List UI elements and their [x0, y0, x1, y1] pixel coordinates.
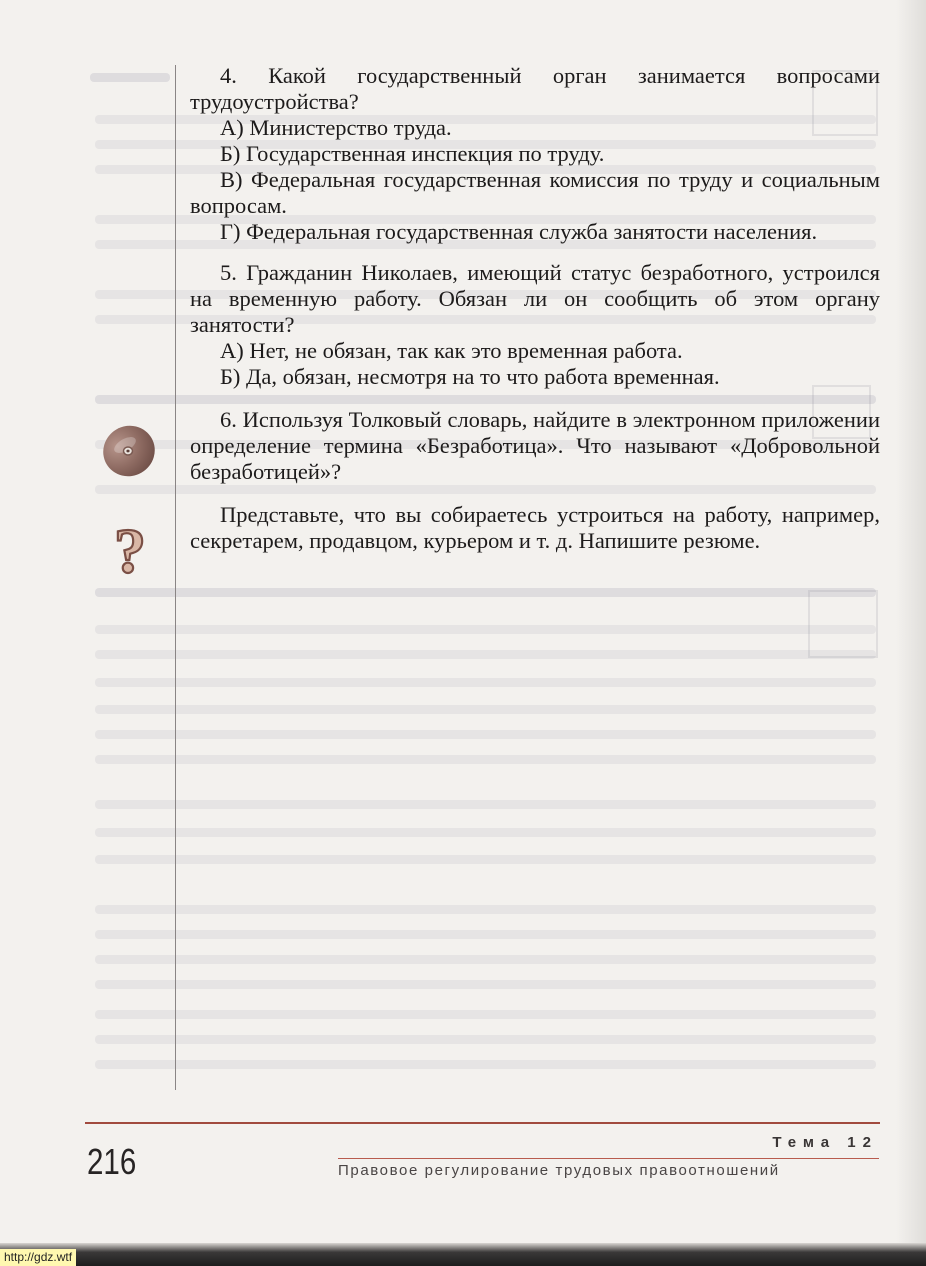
bleed-through	[95, 1010, 876, 1019]
question-4-option-d: Г) Федеральная государственная служба занятости населения.	[220, 219, 818, 244]
bleed-through	[95, 1060, 876, 1069]
bleed-through	[95, 955, 876, 964]
page-number: 216	[87, 1141, 137, 1182]
bleed-through	[95, 855, 876, 864]
bleed-through	[95, 1035, 876, 1044]
bleed-through	[95, 980, 876, 989]
question-5: 5. Гражданин Николаев, имеющий статус безработного, устроился на временную работу. Обязан ли он сообщить об этом органу занятости?	[190, 260, 880, 337]
question-6: 6. Используя Толковый словарь, найдите в электронном приложении определение термина «Безработица». Что называют «Добровольной безработицей»?	[190, 407, 880, 484]
question-4-option-c: В) Федеральная государственная комиссия по труду и социальным вопросам.	[190, 167, 880, 218]
bleed-through-frame	[808, 590, 878, 658]
question-4-option-a: А) Министерство труда.	[220, 115, 452, 140]
scan-bottom-edge	[0, 1243, 926, 1266]
bleed-through	[95, 705, 876, 714]
footer-rule	[85, 1122, 880, 1124]
page-edge-shadow	[896, 0, 926, 1243]
svg-text:?: ?	[114, 520, 146, 582]
resume-task: Представьте, что вы собираетесь устроиться на работу, например, секретарем, продавцом, курьером и т. д. Напишите резюме.	[190, 502, 880, 553]
bleed-through	[95, 650, 876, 659]
bleed-through	[95, 905, 876, 914]
question-mark-icon	[104, 520, 156, 582]
bleed-through	[95, 828, 876, 837]
margin-rule	[175, 65, 176, 1090]
theme-label: Тема 12	[772, 1134, 878, 1151]
question-4-option-b: Б) Государственная инспекция по труду.	[220, 141, 605, 166]
bleed-through	[95, 678, 876, 687]
bleed-through	[90, 73, 170, 82]
bleed-through	[95, 730, 876, 739]
bleed-through	[95, 930, 876, 939]
question-5-option-b: Б) Да, обязан, несмотря на то что работа временная.	[220, 364, 720, 389]
bleed-through	[95, 800, 876, 809]
bleed-through	[95, 625, 876, 634]
theme-subtitle: Правовое регулирование трудовых правоотношений	[338, 1158, 879, 1179]
watermark-link[interactable]: http://gdz.wtf	[0, 1249, 76, 1266]
cd-disc-icon	[101, 423, 157, 479]
question-5-option-a: А) Нет, не обязан, так как это временная работа.	[220, 338, 683, 363]
exercise-content	[190, 63, 880, 554]
question-4: 4. Какой государственный орган занимается вопросами трудоустройства?	[190, 63, 880, 114]
bleed-through	[95, 588, 876, 597]
bleed-through	[95, 755, 876, 764]
